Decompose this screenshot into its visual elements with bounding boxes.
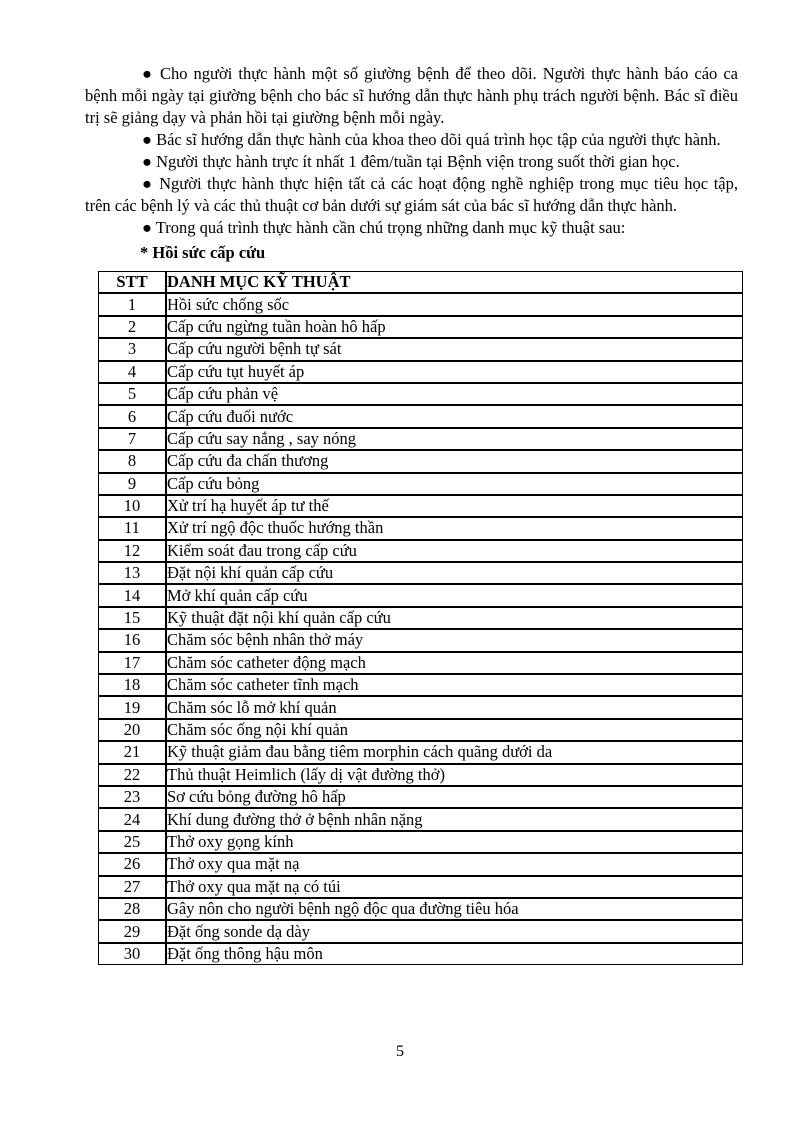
cell-stt: 12 [98, 540, 166, 562]
cell-technique-name: Khí dung đường thở ở bệnh nhân nặng [166, 808, 743, 830]
table-row [98, 808, 743, 830]
paragraph-text: Bác sĩ hướng dẫn thực hành của khoa theo dõi quá trình học tập của người thực hành. [156, 130, 721, 149]
table-row [98, 876, 743, 898]
bullet-paragraph [85, 129, 738, 151]
cell-technique-name: Thở oxy qua mặt nạ [166, 853, 743, 875]
table-row [98, 652, 743, 674]
cell-technique-name: Chăm sóc bệnh nhân thở máy [166, 629, 743, 651]
table-row [98, 517, 743, 539]
table-row [98, 495, 743, 517]
cell-technique-name: Đặt nội khí quản cấp cứu [166, 562, 743, 584]
cell-stt: 6 [98, 405, 166, 427]
paragraph-text: Người thực hành thực hiện tất cả các hoạt động nghề nghiệp trong mục tiêu học tập, trên các bệnh lý và các thủ thuật cơ bản dưới sự giám sát của bác sĩ hướng dẫn thực hành. [85, 174, 739, 215]
cell-stt: 20 [98, 719, 166, 741]
technique-table [98, 271, 743, 965]
table-row [98, 338, 743, 360]
cell-stt: 15 [98, 607, 166, 629]
paragraph-text: Cho người thực hành một số giường bệnh để theo dõi. Người thực hành báo cáo ca bệnh mỗi ngày tại giường bệnh cho bác sĩ hướng dẫn thực hành phụ trách người bệnh. Bác sĩ điều trị sẽ giảng dạy và phản hồi tại giường bệnh mỗi ngày. [85, 64, 739, 127]
page-content [85, 63, 738, 965]
technique-table-body [98, 293, 743, 965]
cell-technique-name: Gây nôn cho người bệnh ngộ độc qua đường tiêu hóa [166, 898, 743, 920]
bullet-paragraph [85, 151, 738, 173]
cell-technique-name: Cấp cứu say nắng , say nóng [166, 428, 743, 450]
cell-technique-name: Thở oxy qua mặt nạ có túi [166, 876, 743, 898]
cell-stt: 22 [98, 764, 166, 786]
bullet-glyph: ● [142, 130, 152, 149]
bullet-paragraph [85, 173, 738, 217]
cell-stt: 27 [98, 876, 166, 898]
column-header-danh-muc: DANH MỤC KỸ THUẬT [166, 271, 743, 293]
cell-stt: 4 [98, 361, 166, 383]
cell-technique-name: Thở oxy gọng kính [166, 831, 743, 853]
cell-technique-name: Hồi sức chống sốc [166, 293, 743, 315]
cell-technique-name: Chăm sóc catheter động mạch [166, 652, 743, 674]
cell-stt: 21 [98, 741, 166, 763]
cell-technique-name: Chăm sóc catheter tĩnh mạch [166, 674, 743, 696]
cell-technique-name: Thủ thuật Heimlich (lấy dị vật đường thở) [166, 764, 743, 786]
cell-technique-name: Cấp cứu tụt huyết áp [166, 361, 743, 383]
cell-technique-name: Cấp cứu đuối nước [166, 405, 743, 427]
cell-stt: 23 [98, 786, 166, 808]
cell-technique-name: Kỹ thuật đặt nội khí quản cấp cứu [166, 607, 743, 629]
column-header-stt: STT [98, 271, 166, 293]
cell-stt: 8 [98, 450, 166, 472]
cell-technique-name: Sơ cứu bỏng đường hô hấp [166, 786, 743, 808]
cell-stt: 29 [98, 920, 166, 942]
cell-technique-name: Đặt ống thông hậu môn [166, 943, 743, 965]
cell-technique-name: Đặt ống sonde dạ dày [166, 920, 743, 942]
bullet-glyph: ● [142, 218, 152, 237]
table-row [98, 696, 743, 718]
table-row [98, 674, 743, 696]
section-heading: * Hồi sức cấp cứu [140, 243, 266, 262]
table-row [98, 428, 743, 450]
cell-technique-name: Cấp cứu người bệnh tự sát [166, 338, 743, 360]
paragraph-text: Trong quá trình thực hành cần chú trọng những danh mục kỹ thuật sau: [155, 218, 626, 237]
bullet-paragraph-list [85, 63, 738, 239]
bullet-paragraph [85, 63, 738, 129]
table-row [98, 920, 743, 942]
cell-technique-name: Cấp cứu ngừng tuần hoàn hô hấp [166, 316, 743, 338]
cell-stt: 1 [98, 293, 166, 315]
table-row [98, 607, 743, 629]
bullet-glyph: ● [142, 152, 152, 171]
table-row [98, 383, 743, 405]
cell-technique-name: Cấp cứu phản vệ [166, 383, 743, 405]
cell-stt: 2 [98, 316, 166, 338]
table-row [98, 361, 743, 383]
cell-stt: 7 [98, 428, 166, 450]
table-row [98, 786, 743, 808]
cell-technique-name: Chăm sóc ống nội khí quản [166, 719, 743, 741]
cell-stt: 19 [98, 696, 166, 718]
cell-technique-name: Kiểm soát đau trong cấp cứu [166, 540, 743, 562]
cell-stt: 26 [98, 853, 166, 875]
table-row [98, 831, 743, 853]
cell-stt: 11 [98, 517, 166, 539]
cell-technique-name: Chăm sóc lỗ mở khí quản [166, 696, 743, 718]
cell-stt: 24 [98, 808, 166, 830]
table-row [98, 450, 743, 472]
table-row [98, 584, 743, 606]
table-row [98, 719, 743, 741]
cell-stt: 9 [98, 473, 166, 495]
cell-stt: 16 [98, 629, 166, 651]
cell-technique-name: Kỹ thuật giảm đau bằng tiêm morphin cách quãng dưới da [166, 741, 743, 763]
bullet-paragraph [85, 217, 738, 239]
cell-technique-name: Xử trí ngộ độc thuốc hướng thần [166, 517, 743, 539]
table-row [98, 629, 743, 651]
table-header-row [98, 271, 743, 293]
table-row [98, 473, 743, 495]
table-row [98, 943, 743, 965]
table-row [98, 764, 743, 786]
table-row [98, 316, 743, 338]
cell-technique-name: Cấp cứu đa chấn thương [166, 450, 743, 472]
table-row [98, 853, 743, 875]
cell-technique-name: Xử trí hạ huyết áp tư thế [166, 495, 743, 517]
cell-technique-name: Mở khí quản cấp cứu [166, 584, 743, 606]
table-row [98, 405, 743, 427]
cell-stt: 30 [98, 943, 166, 965]
cell-stt: 25 [98, 831, 166, 853]
table-row [98, 898, 743, 920]
table-row [98, 293, 743, 315]
table-row [98, 562, 743, 584]
cell-stt: 14 [98, 584, 166, 606]
bullet-glyph: ● [142, 174, 154, 193]
paragraph-text: Người thực hành trực ít nhất 1 đêm/tuần tại Bệnh viện trong suốt thời gian học. [156, 152, 680, 171]
page-number: 5 [396, 1043, 404, 1060]
cell-stt: 17 [98, 652, 166, 674]
cell-stt: 10 [98, 495, 166, 517]
cell-stt: 28 [98, 898, 166, 920]
table-row [98, 540, 743, 562]
table-row [98, 741, 743, 763]
cell-stt: 18 [98, 674, 166, 696]
cell-technique-name: Cấp cứu bỏng [166, 473, 743, 495]
bullet-glyph: ● [142, 64, 154, 83]
cell-stt: 5 [98, 383, 166, 405]
cell-stt: 3 [98, 338, 166, 360]
cell-stt: 13 [98, 562, 166, 584]
